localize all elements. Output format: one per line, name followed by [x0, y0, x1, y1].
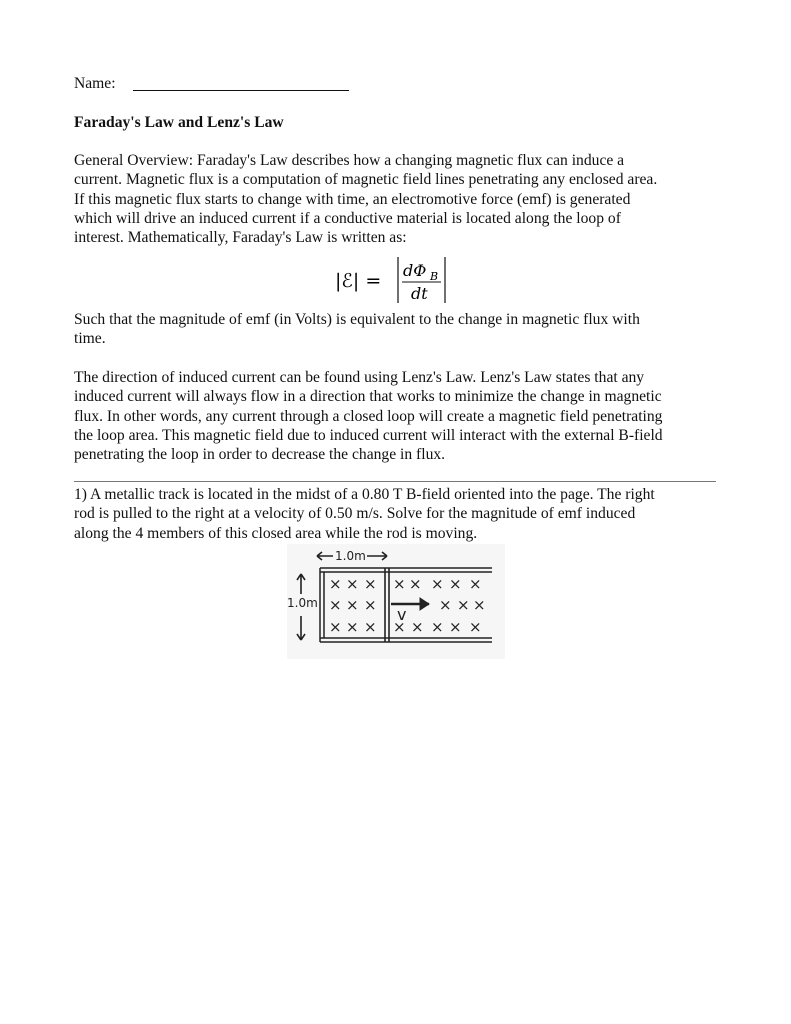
track-diagram: [287, 544, 505, 659]
overview-line: If this magnetic flux starts to change with time, an electromotive force (emf) is generated: [74, 190, 631, 208]
svg-text:×: ×: [346, 596, 359, 614]
lenz-line: flux. In other words, any current through a closed loop will create a magnetic field penetrating: [74, 407, 663, 425]
name-blank-line[interactable]: [133, 90, 349, 91]
worksheet-title: Faraday's Law and Lenz's Law: [74, 114, 284, 131]
formula-numerator: dΦ: [403, 261, 427, 280]
svg-text:×: ×: [411, 618, 424, 636]
svg-text:×: ×: [393, 575, 406, 593]
overview-line: which will drive an induced current if a conductive material is located along the loop of: [74, 209, 621, 227]
problem-line: 1) A metallic track is located in the midst of a 0.80 T B-field oriented into the page. The right: [74, 486, 655, 503]
svg-text:×: ×: [457, 596, 470, 614]
overview-paragraph: [74, 151, 724, 247]
svg-text:×: ×: [364, 596, 377, 614]
svg-text:×: ×: [329, 575, 342, 593]
height-label: 1.0m: [287, 596, 318, 610]
overview-line: current. Magnetic flux is a computation of magnetic field lines penetrating any enclosed area.: [74, 171, 658, 189]
emf-line: time.: [74, 330, 106, 348]
overview-line: General Overview: Faraday's Law describes how a changing magnetic flux can induce a: [74, 152, 625, 169]
svg-text:×: ×: [346, 575, 359, 593]
formula-subscript: B: [430, 270, 439, 283]
svg-text:×: ×: [364, 575, 377, 593]
svg-text:×: ×: [431, 618, 444, 636]
svg-text:×: ×: [346, 618, 359, 636]
lenz-line: the loop area. This magnetic field due to induced current will interact with the external B-field: [74, 426, 663, 444]
emf-line: Such that the magnitude of emf (in Volts) is equivalent to the change in magnetic flux with: [74, 311, 640, 328]
lenz-line: induced current will always flow in a direction that works to minimize the change in magnetic: [74, 388, 662, 406]
lenz-paragraph: [74, 368, 724, 464]
svg-text:×: ×: [409, 575, 422, 593]
lenz-line: penetrating the loop in order to decrease the change in flux.: [74, 446, 446, 464]
formula-lhs: |ℰ| =: [335, 270, 382, 292]
lenz-line: The direction of induced current can be found using Lenz's Law. Lenz's Law states that any: [74, 369, 645, 386]
overview-line: interest. Mathematically, Faraday's Law is written as:: [74, 229, 407, 247]
svg-text:×: ×: [473, 596, 486, 614]
svg-text:×: ×: [469, 618, 482, 636]
formula-denominator: dt: [411, 284, 428, 303]
velocity-label: v: [397, 605, 407, 624]
svg-text:×: ×: [469, 575, 482, 593]
svg-text:×: ×: [449, 575, 462, 593]
svg-text:×: ×: [439, 596, 452, 614]
emf-paragraph: [74, 310, 724, 349]
section-divider: [74, 481, 716, 482]
svg-text:×: ×: [449, 618, 462, 636]
svg-text:×: ×: [329, 596, 342, 614]
svg-text:×: ×: [329, 618, 342, 636]
problem-line: along the 4 members of this closed area while the rod is moving.: [74, 524, 478, 542]
problem-1: [74, 485, 724, 543]
svg-text:×: ×: [364, 618, 377, 636]
problem-line: rod is pulled to the right at a velocity of 0.50 m/s. Solve for the magnitude of emf induced: [74, 505, 636, 523]
name-label: Name:: [74, 75, 116, 92]
svg-text:×: ×: [393, 618, 406, 636]
width-label: 1.0m: [335, 549, 366, 563]
svg-text:×: ×: [431, 575, 444, 593]
faraday-formula: [335, 255, 455, 307]
